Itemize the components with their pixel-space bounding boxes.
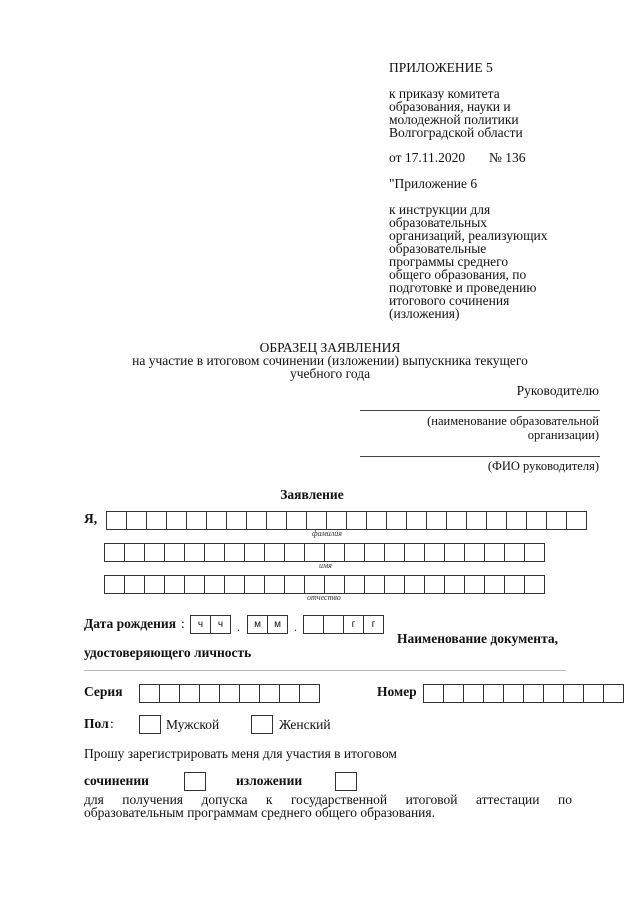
- patronymic-cell[interactable]: [344, 575, 365, 594]
- surname-cell[interactable]: [366, 511, 387, 530]
- name-cell[interactable]: [264, 543, 285, 562]
- birth-year-cell[interactable]: г: [363, 615, 384, 634]
- document-subtitle-2: учебного года: [289, 366, 371, 381]
- series-cells[interactable]: [139, 684, 320, 703]
- series-cell[interactable]: [139, 684, 160, 703]
- instruction-line: к инструкции для: [389, 202, 491, 217]
- number-cell[interactable]: [523, 684, 544, 703]
- patronymic-cell[interactable]: [304, 575, 325, 594]
- series-cell[interactable]: [179, 684, 200, 703]
- name-cell[interactable]: [184, 543, 205, 562]
- appendix-number: ПРИЛОЖЕНИЕ 5: [389, 60, 493, 75]
- surname-cell[interactable]: [486, 511, 507, 530]
- purpose-word: получения: [122, 792, 184, 807]
- name-cell[interactable]: [464, 543, 485, 562]
- order-reference: [389, 87, 523, 139]
- appendix-6-label: "Приложение 6: [389, 176, 478, 191]
- name-cell[interactable]: [224, 543, 245, 562]
- order-line: молодежной политики: [389, 112, 519, 127]
- essay-label: сочинении: [84, 773, 149, 788]
- male-label: Мужской: [166, 717, 220, 732]
- surname-cell[interactable]: [406, 511, 427, 530]
- name-cell[interactable]: [284, 543, 305, 562]
- birth-date-label: Дата рождения: [84, 616, 177, 631]
- instruction-line: организаций, реализующих: [389, 228, 548, 243]
- series-cell[interactable]: [299, 684, 320, 703]
- name-cell[interactable]: [324, 543, 345, 562]
- birth-month-cell[interactable]: м: [247, 615, 268, 634]
- director-name-caption: (ФИО руководителя): [487, 459, 599, 473]
- surname-cell[interactable]: [386, 511, 407, 530]
- document-title: ОБРАЗЕЦ ЗАЯВЛЕНИЯ: [259, 340, 401, 355]
- name-cell[interactable]: [504, 543, 525, 562]
- patronymic-cell[interactable]: [144, 575, 165, 594]
- name-cell[interactable]: [344, 543, 365, 562]
- number-cell[interactable]: [603, 684, 624, 703]
- birth-month-cells[interactable]: [247, 615, 288, 634]
- surname-cell[interactable]: [126, 511, 147, 530]
- surname-cell[interactable]: [506, 511, 527, 530]
- patronymic-cell[interactable]: [104, 575, 125, 594]
- name-cell[interactable]: [204, 543, 225, 562]
- surname-cell[interactable]: [166, 511, 187, 530]
- org-name-caption: организации): [527, 428, 599, 442]
- instruction-line: подготовке и проведению: [389, 280, 537, 295]
- surname-cell[interactable]: [246, 511, 267, 530]
- name-cell[interactable]: [404, 543, 425, 562]
- org-name-caption: (наименование образовательной: [427, 414, 599, 428]
- birth-year-cell[interactable]: [303, 615, 324, 634]
- exposition-checkbox[interactable]: [335, 772, 357, 791]
- number-cell[interactable]: [583, 684, 604, 703]
- purpose-word: аттестации: [476, 792, 540, 807]
- patronymic-cell[interactable]: [224, 575, 245, 594]
- patronymic-cell[interactable]: [384, 575, 405, 594]
- number-cell[interactable]: [503, 684, 524, 703]
- number-cell[interactable]: [543, 684, 564, 703]
- patronymic-cell[interactable]: [284, 575, 305, 594]
- id-document-line[interactable]: [84, 670, 566, 671]
- instruction-line: итогового сочинения: [389, 293, 510, 308]
- surname-cells[interactable]: [106, 511, 587, 530]
- surname-cell[interactable]: [426, 511, 447, 530]
- org-name-line[interactable]: [360, 410, 600, 411]
- patronymic-cell[interactable]: [124, 575, 145, 594]
- series-cell[interactable]: [259, 684, 280, 703]
- purpose-line-2: образовательным программам среднего общего образования.: [84, 805, 435, 820]
- number-cells[interactable]: [423, 684, 624, 703]
- surname-cell[interactable]: [566, 511, 587, 530]
- purpose-word: к: [265, 792, 273, 807]
- instruction-line: программы среднего: [389, 254, 509, 269]
- order-date: от 17.11.2020: [389, 150, 466, 165]
- surname-cell[interactable]: [186, 511, 207, 530]
- registration-request: Прошу зарегистрировать меня для участия в итоговом: [84, 746, 397, 761]
- surname-hint: фамилия: [312, 529, 342, 538]
- surname-cell[interactable]: [206, 511, 227, 530]
- birth-day-cells[interactable]: [190, 615, 231, 634]
- birth-date-colon: :: [181, 616, 185, 631]
- id-document-label: Наименование документа,: [397, 631, 558, 646]
- order-line: к приказу комитета: [389, 86, 500, 101]
- number-label: Номер: [377, 684, 417, 699]
- birth-date-dot: .: [294, 620, 297, 634]
- patronymic-cell[interactable]: [164, 575, 185, 594]
- surname-cell[interactable]: [306, 511, 327, 530]
- purpose-word: для: [84, 792, 104, 807]
- patronymic-cell[interactable]: [484, 575, 505, 594]
- surname-cell[interactable]: [266, 511, 287, 530]
- name-hint: имя: [319, 561, 332, 570]
- female-checkbox[interactable]: [251, 715, 273, 734]
- name-cell[interactable]: [104, 543, 125, 562]
- patronymic-cell[interactable]: [244, 575, 265, 594]
- patronymic-cell[interactable]: [324, 575, 345, 594]
- patronymic-cell[interactable]: [204, 575, 225, 594]
- surname-cell[interactable]: [546, 511, 567, 530]
- name-cell[interactable]: [384, 543, 405, 562]
- surname-cell[interactable]: [466, 511, 487, 530]
- application-heading: Заявление: [280, 487, 344, 502]
- patronymic-cell[interactable]: [524, 575, 545, 594]
- name-cell[interactable]: [524, 543, 545, 562]
- series-cell[interactable]: [159, 684, 180, 703]
- name-cell[interactable]: [364, 543, 385, 562]
- name-cells[interactable]: [104, 543, 545, 562]
- patronymic-cell[interactable]: [404, 575, 425, 594]
- order-number: № 136: [489, 150, 526, 165]
- birth-year-cell[interactable]: [323, 615, 344, 634]
- instruction-reference: [389, 203, 547, 320]
- surname-cell[interactable]: [526, 511, 547, 530]
- patronymic-cell[interactable]: [424, 575, 445, 594]
- instruction-line: (изложения): [389, 306, 460, 321]
- ya-label: Я,: [84, 511, 98, 526]
- female-label: Женский: [279, 717, 331, 732]
- male-checkbox[interactable]: [139, 715, 161, 734]
- series-cell[interactable]: [279, 684, 300, 703]
- instruction-line: общего образования, по: [389, 267, 527, 282]
- series-label: Серия: [84, 684, 123, 699]
- surname-cell[interactable]: [146, 511, 167, 530]
- series-cell[interactable]: [219, 684, 240, 703]
- name-cell[interactable]: [164, 543, 185, 562]
- birth-year-cells[interactable]: [303, 615, 384, 634]
- series-cell[interactable]: [199, 684, 220, 703]
- document-subtitle: на участие в итоговом сочинении (изложении) выпускника текущего: [132, 353, 528, 368]
- purpose-word: допуска: [201, 792, 248, 807]
- surname-cell[interactable]: [326, 511, 347, 530]
- patronymic-cell[interactable]: [464, 575, 485, 594]
- surname-cell[interactable]: [286, 511, 307, 530]
- recipient-head: Руководителю: [516, 383, 599, 398]
- purpose-word: итоговой: [405, 792, 458, 807]
- name-cell[interactable]: [244, 543, 265, 562]
- birth-day-cell[interactable]: ч: [190, 615, 211, 634]
- director-name-line[interactable]: [360, 456, 600, 457]
- number-cell[interactable]: [563, 684, 584, 703]
- gender-colon: :: [110, 716, 114, 731]
- number-cell[interactable]: [463, 684, 484, 703]
- id-document-label-2: удостоверяющего личность: [84, 645, 252, 660]
- surname-cell[interactable]: [226, 511, 247, 530]
- series-cell[interactable]: [239, 684, 260, 703]
- number-cell[interactable]: [443, 684, 464, 703]
- name-cell[interactable]: [304, 543, 325, 562]
- order-line: образования, науки и: [389, 99, 511, 114]
- surname-cell[interactable]: [446, 511, 467, 530]
- patronymic-cell[interactable]: [364, 575, 385, 594]
- birth-date-dot: .: [237, 620, 240, 634]
- number-cell[interactable]: [483, 684, 504, 703]
- exposition-label: изложении: [236, 773, 303, 788]
- instruction-line: образовательных: [389, 215, 488, 230]
- name-cell[interactable]: [124, 543, 145, 562]
- patronymic-cell[interactable]: [504, 575, 525, 594]
- name-cell[interactable]: [144, 543, 165, 562]
- essay-checkbox[interactable]: [184, 772, 206, 791]
- surname-cell[interactable]: [346, 511, 367, 530]
- purpose-word: по: [557, 792, 572, 807]
- instruction-line: образовательные: [389, 241, 487, 256]
- number-cell[interactable]: [423, 684, 444, 703]
- patronymic-cell[interactable]: [264, 575, 285, 594]
- birth-month-cell[interactable]: м: [267, 615, 288, 634]
- name-cell[interactable]: [444, 543, 465, 562]
- name-cell[interactable]: [424, 543, 445, 562]
- patronymic-cell[interactable]: [184, 575, 205, 594]
- birth-year-cell[interactable]: г: [343, 615, 364, 634]
- patronymic-cell[interactable]: [444, 575, 465, 594]
- order-line: Волгоградской области: [389, 125, 523, 140]
- name-cell[interactable]: [484, 543, 505, 562]
- gender-label: Пол: [84, 716, 109, 731]
- purpose-word: государственной: [290, 792, 388, 807]
- surname-cell[interactable]: [106, 511, 127, 530]
- patronymic-cells[interactable]: [104, 575, 545, 594]
- patronymic-hint: отчество: [307, 593, 341, 602]
- birth-day-cell[interactable]: ч: [210, 615, 231, 634]
